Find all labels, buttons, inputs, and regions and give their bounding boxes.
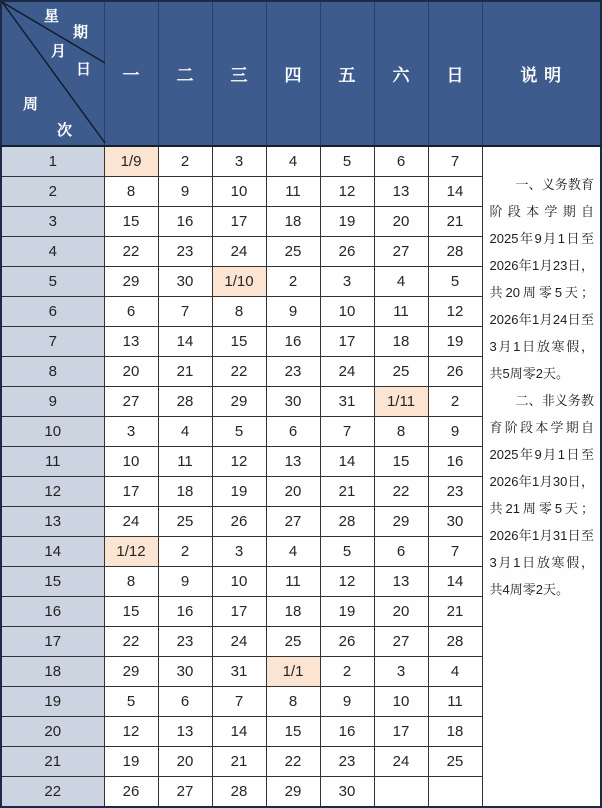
date-cell: 22 [212,357,266,387]
date-cell: 17 [320,327,374,357]
week-number-cell: 21 [1,747,104,777]
date-cell: 28 [212,777,266,808]
date-cell-month-start: 1/11 [374,387,428,417]
date-cell: 19 [320,597,374,627]
date-cell: 9 [320,687,374,717]
date-cell: 12 [320,567,374,597]
weekday-header-tue: 二 [158,1,212,146]
date-cell: 6 [374,537,428,567]
corner-label-date-char2: 日 [76,61,92,78]
date-cell-month-start: 1/12 [104,537,158,567]
date-cell: 9 [266,297,320,327]
date-cell: 8 [104,567,158,597]
date-cell: 22 [104,627,158,657]
date-cell: 25 [266,627,320,657]
date-cell: 30 [320,777,374,808]
week-number-cell: 6 [1,297,104,327]
week-number-cell: 3 [1,207,104,237]
date-cell: 24 [212,237,266,267]
notes-cell [482,146,601,807]
date-cell: 27 [158,777,212,808]
date-cell: 12 [104,717,158,747]
date-cell: 24 [212,627,266,657]
week-number-cell: 13 [1,507,104,537]
date-cell: 26 [428,357,482,387]
weekday-header-mon: 一 [104,1,158,146]
date-cell: 11 [266,567,320,597]
weekday-header-fri: 五 [320,1,374,146]
date-cell: 16 [158,597,212,627]
date-cell: 25 [158,507,212,537]
week-number-cell: 15 [1,567,104,597]
date-cell: 4 [158,417,212,447]
date-cell: 13 [104,327,158,357]
date-cell: 3 [104,417,158,447]
date-cell [374,777,428,808]
date-cell: 13 [158,717,212,747]
date-cell: 20 [266,477,320,507]
week-number-cell: 11 [1,447,104,477]
date-cell: 16 [158,207,212,237]
date-cell: 26 [212,507,266,537]
date-cell: 7 [212,687,266,717]
week-number-cell: 17 [1,627,104,657]
date-cell: 23 [266,357,320,387]
date-cell: 19 [212,477,266,507]
date-cell: 24 [104,507,158,537]
week-number-cell: 20 [1,717,104,747]
date-cell: 27 [104,387,158,417]
date-cell: 11 [266,177,320,207]
date-cell: 6 [374,146,428,177]
date-cell: 15 [104,597,158,627]
date-cell: 30 [266,387,320,417]
date-cell: 7 [428,146,482,177]
date-cell: 3 [374,657,428,687]
week-number-cell: 2 [1,177,104,207]
date-cell: 17 [212,597,266,627]
date-cell: 20 [158,747,212,777]
date-cell: 30 [158,267,212,297]
date-cell: 4 [374,267,428,297]
date-cell: 6 [104,297,158,327]
date-cell-month-start: 1/10 [212,267,266,297]
week-number-cell: 16 [1,597,104,627]
date-cell: 7 [158,297,212,327]
date-cell: 28 [158,387,212,417]
date-cell: 13 [266,447,320,477]
date-cell: 29 [266,777,320,808]
date-cell: 22 [104,237,158,267]
date-cell: 14 [212,717,266,747]
date-cell: 14 [158,327,212,357]
date-cell: 10 [212,567,266,597]
date-cell: 2 [158,537,212,567]
date-cell: 16 [266,327,320,357]
date-cell: 26 [320,237,374,267]
date-cell: 15 [374,447,428,477]
date-cell: 18 [266,597,320,627]
date-cell: 24 [320,357,374,387]
week-number-cell: 14 [1,537,104,567]
date-cell: 28 [320,507,374,537]
date-cell: 15 [104,207,158,237]
date-cell: 17 [374,717,428,747]
corner-label-weekday-char1: 星 [44,8,60,25]
note-paragraph: 一、义务教育阶段本学期自2025年9月1日至2026年1月23日，共20周零5天；2026年1月24日至3月1日放寒假，共5周零2天。 [489,177,594,381]
date-cell: 30 [158,657,212,687]
date-cell: 18 [266,207,320,237]
date-cell: 30 [428,507,482,537]
notes-header: 说 明 [482,1,601,146]
date-cell: 28 [428,627,482,657]
date-cell: 23 [158,627,212,657]
date-cell: 19 [428,327,482,357]
date-cell: 3 [212,537,266,567]
date-cell: 3 [320,267,374,297]
date-cell: 21 [158,357,212,387]
date-cell: 4 [266,146,320,177]
date-cell: 20 [374,597,428,627]
date-cell: 9 [158,567,212,597]
date-cell: 23 [158,237,212,267]
date-cell: 9 [428,417,482,447]
date-cell: 10 [374,687,428,717]
date-cell: 19 [320,207,374,237]
date-cell: 29 [104,657,158,687]
date-cell: 27 [266,507,320,537]
date-cell: 11 [158,447,212,477]
date-cell: 14 [428,567,482,597]
date-cell: 21 [428,597,482,627]
date-cell: 18 [158,477,212,507]
week-number-cell: 1 [1,146,104,177]
date-cell: 31 [212,657,266,687]
week-number-cell: 19 [1,687,104,717]
date-cell: 12 [428,297,482,327]
weekday-header-sun: 日 [428,1,482,146]
date-cell: 13 [374,177,428,207]
date-cell: 25 [374,357,428,387]
week-number-cell: 7 [1,327,104,357]
date-cell: 2 [320,657,374,687]
date-cell: 16 [320,717,374,747]
weekday-header-sat: 六 [374,1,428,146]
date-cell: 10 [104,447,158,477]
date-cell: 12 [320,177,374,207]
date-cell: 2 [428,387,482,417]
week-number-cell: 8 [1,357,104,387]
date-cell: 18 [428,717,482,747]
date-cell: 15 [212,327,266,357]
date-cell-month-start: 1/1 [266,657,320,687]
date-cell: 15 [266,717,320,747]
date-cell: 6 [266,417,320,447]
date-cell: 5 [320,537,374,567]
date-cell: 18 [374,327,428,357]
date-cell: 22 [374,477,428,507]
corner-header-cell [1,1,104,146]
date-cell: 20 [104,357,158,387]
date-cell: 17 [104,477,158,507]
date-cell: 27 [374,237,428,267]
date-cell: 21 [212,747,266,777]
corner-label-weekno-char1: 周 [23,96,39,113]
date-cell: 12 [212,447,266,477]
date-cell: 7 [320,417,374,447]
date-cell: 29 [104,267,158,297]
date-cell: 23 [320,747,374,777]
date-cell: 9 [158,177,212,207]
date-cell: 25 [428,747,482,777]
date-cell: 8 [266,687,320,717]
date-cell: 24 [374,747,428,777]
date-cell: 19 [104,747,158,777]
date-cell: 26 [104,777,158,808]
header-row [1,1,601,146]
corner-label-weekday-char2: 期 [73,24,89,41]
date-cell: 11 [374,297,428,327]
date-cell: 2 [266,267,320,297]
date-cell: 11 [428,687,482,717]
date-cell: 5 [428,267,482,297]
date-cell: 20 [374,207,428,237]
date-cell: 21 [320,477,374,507]
date-cell: 29 [374,507,428,537]
date-cell: 8 [212,297,266,327]
week-number-cell: 5 [1,267,104,297]
date-cell: 13 [374,567,428,597]
date-cell: 14 [320,447,374,477]
week-number-cell: 18 [1,657,104,687]
date-cell: 3 [212,146,266,177]
date-cell: 8 [104,177,158,207]
date-cell: 8 [374,417,428,447]
date-cell: 4 [428,657,482,687]
date-cell: 2 [158,146,212,177]
corner-label-weekno-char2: 次 [57,122,73,139]
date-cell: 4 [266,537,320,567]
date-cell: 5 [104,687,158,717]
table-row [1,146,601,177]
week-number-cell: 10 [1,417,104,447]
week-number-cell: 12 [1,477,104,507]
date-cell: 31 [320,387,374,417]
date-cell: 7 [428,537,482,567]
date-cell: 26 [320,627,374,657]
date-cell: 21 [428,207,482,237]
week-number-cell: 4 [1,237,104,267]
weekday-header-thu: 四 [266,1,320,146]
date-cell: 14 [428,177,482,207]
date-cell: 17 [212,207,266,237]
date-cell: 10 [212,177,266,207]
week-number-cell: 9 [1,387,104,417]
date-cell: 10 [320,297,374,327]
corner-label-date-char1: 月 [51,43,67,60]
note-paragraph: 二、非义务教育阶段本学期自2025年9月1日至2026年1月30日，共21周零5天；2026年1月31日至3月1日放寒假，共4周零2天。 [489,393,594,597]
weekday-header-wed: 三 [212,1,266,146]
date-cell-month-start: 1/9 [104,146,158,177]
date-cell: 5 [320,146,374,177]
date-cell: 22 [266,747,320,777]
date-cell: 29 [212,387,266,417]
date-cell: 16 [428,447,482,477]
week-number-cell: 22 [1,777,104,808]
date-cell: 28 [428,237,482,267]
date-cell [428,777,482,808]
date-cell: 5 [212,417,266,447]
date-cell: 6 [158,687,212,717]
date-cell: 27 [374,627,428,657]
date-cell: 23 [428,477,482,507]
date-cell: 25 [266,237,320,267]
